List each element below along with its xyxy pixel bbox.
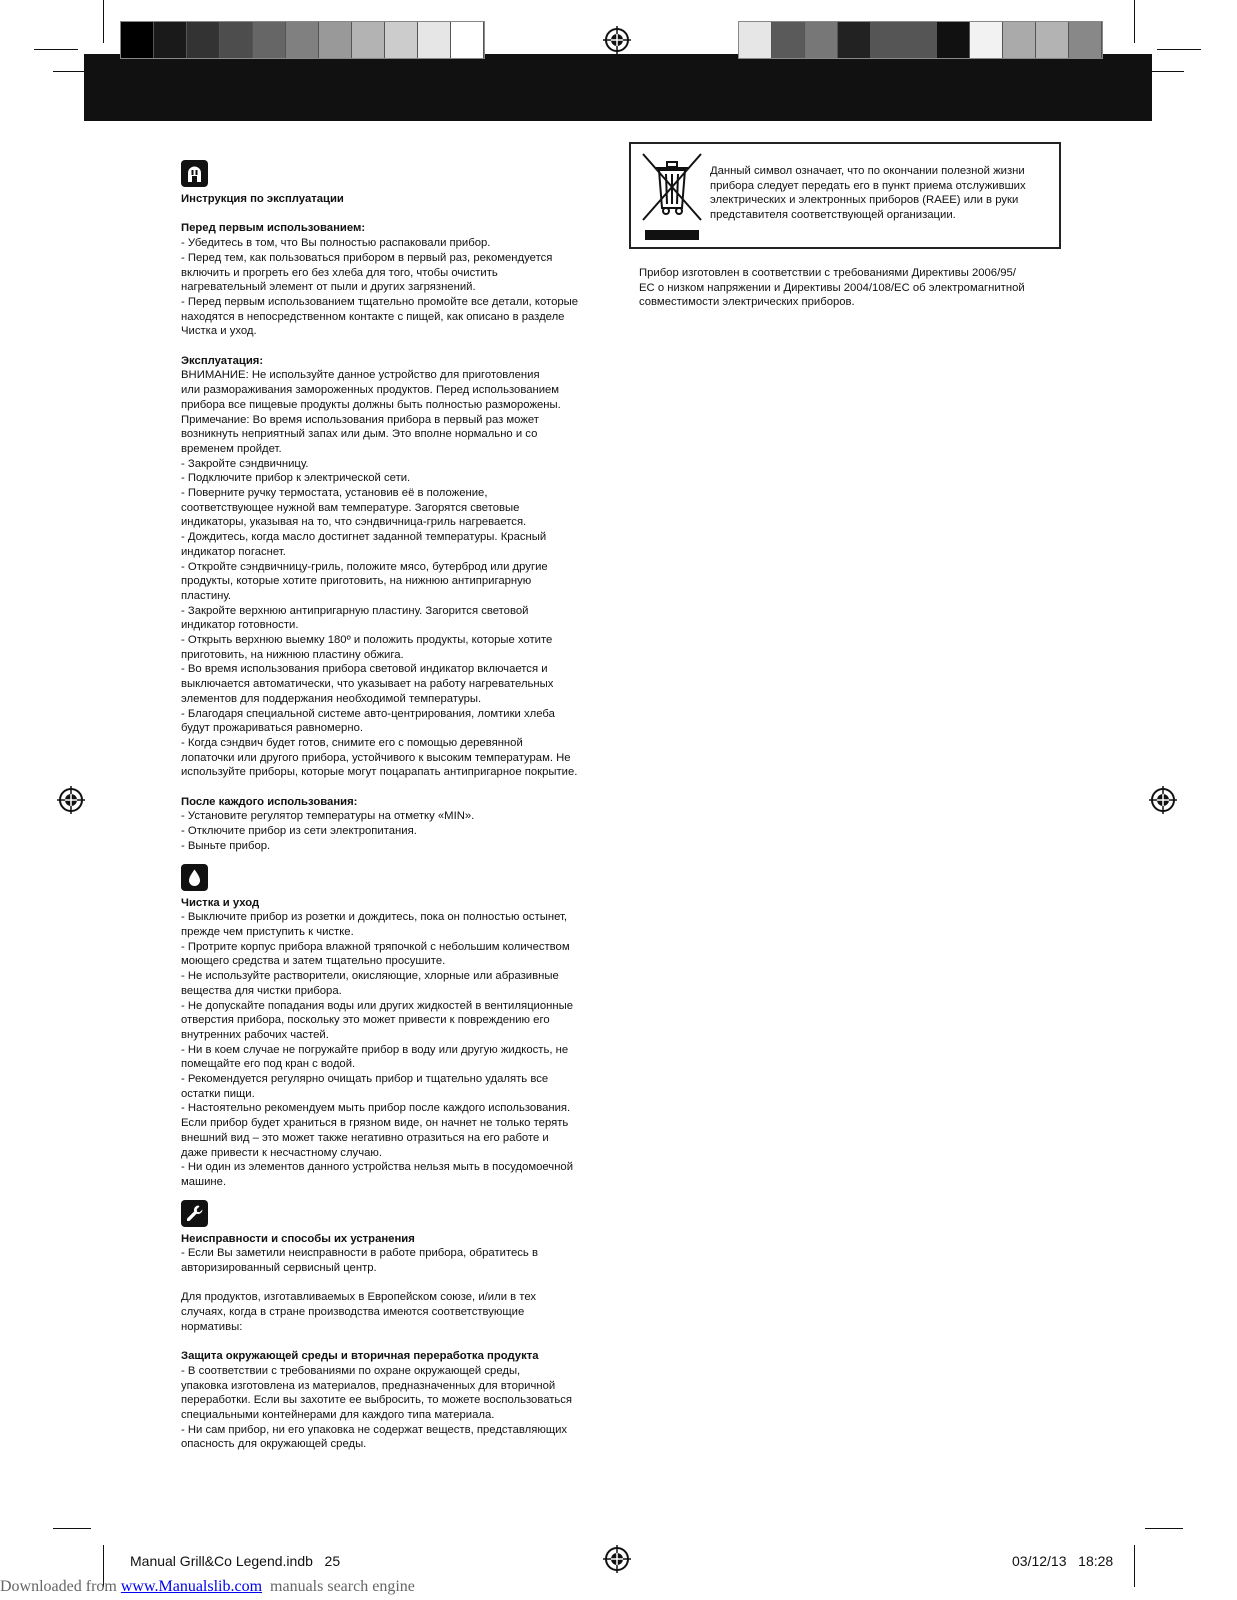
text-line: специальными контейнерами для каждого типа материала.	[181, 1409, 495, 1422]
text-line: совместимости электрических приборов.	[639, 296, 855, 309]
weee-text	[710, 164, 1026, 223]
text-line: - Перед первым использованием тщательно промойте все детали, которые	[181, 295, 579, 308]
left-column	[181, 160, 578, 1452]
wrench-icon	[181, 1200, 208, 1227]
text-line: соответствующее нужной вам температуре. Загорятся световые	[181, 501, 520, 514]
operation-title: Инструкция по эксплуатации	[181, 193, 344, 205]
text-line: - Убедитесь в том, что Вы полностью распаковали прибор.	[181, 237, 491, 250]
text-line: машине.	[181, 1175, 227, 1188]
text-line: - Если Вы заметили неисправности в работе прибора, обратитесь в	[181, 1247, 538, 1260]
text-line: пластину.	[181, 589, 232, 602]
crop-mark	[53, 71, 97, 72]
crop-mark	[53, 1528, 91, 1529]
text-line: используйте приборы, которые могут поцарапать антипригарное покрытие.	[181, 766, 578, 779]
environment-heading: Защита окружающей среды и вторичная переработка продукта	[181, 1350, 539, 1363]
watermark-prefix: Downloaded from	[0, 1578, 121, 1595]
water-drop-icon	[181, 864, 208, 891]
text-line: лопаточки или другого прибора, устойчивого к высоким температурам. Не	[181, 751, 571, 764]
registration-mark-icon	[603, 1545, 631, 1573]
text-line: - Подключите прибор к электрической сети.	[181, 472, 411, 485]
text-line: - Ни сам прибор, ни его упаковка не содержат веществ, представляющих	[181, 1423, 568, 1436]
text-line: - Откройте сэндвичницу-гриль, положите мясо, бутерброд или другие	[181, 560, 548, 573]
text-line: упаковка изготовлена из материалов, предназначенных для вторичной	[181, 1379, 556, 1392]
text-line: авторизированный сервисный центр.	[181, 1262, 377, 1275]
text-line: прибора следует передать его в пункт приема отслуживших	[710, 179, 1026, 192]
registration-mark-icon	[57, 786, 85, 814]
after-use-heading: После каждого использования:	[181, 795, 358, 808]
text-line: - Установите регулятор температуры на отметку «MIN».	[181, 810, 475, 823]
registration-mark-icon	[1149, 786, 1177, 814]
text-line: внешний вид – это может также негативно отразиться на его работе и	[181, 1131, 549, 1144]
directive-text	[639, 266, 1025, 310]
text-line: Если прибор будет храниться в грязном виде, он начнет не только терять	[181, 1117, 569, 1130]
text-line: Чистка и уход.	[181, 325, 257, 338]
text-line: будут прожариваться равномерно.	[181, 722, 363, 735]
text-line: - Во время использования прибора световой индикатор включается и	[181, 663, 548, 676]
text-line: выключается автоматически, что указывает на работу нагревательных	[181, 678, 554, 691]
plug-icon	[181, 160, 208, 187]
crop-mark	[1134, 0, 1135, 43]
text-line: Для продуктов, изготавливаемых в Европейском союзе, и/или в тех	[181, 1291, 537, 1304]
crop-mark	[1157, 49, 1201, 50]
text-line: - В соответствии с требованиями по охране окружающей среды,	[181, 1364, 521, 1377]
text-line: отверстия прибора, поскольку это может привести к повреждению его	[181, 1014, 550, 1027]
text-line: - Не допускайте попадания воды или других жидкостей в вентиляционные	[181, 999, 574, 1012]
text-line: элементов для поддержания необходимой температуры.	[181, 692, 482, 705]
download-watermark	[0, 1578, 415, 1596]
text-line: - Настоятельно рекомендуем мыть прибор после каждого использования.	[181, 1102, 571, 1115]
text-line: - Отключите прибор из сети электропитания.	[181, 825, 417, 838]
text-line: прежде чем приступить к чистке.	[181, 926, 354, 938]
text-line: временем пройдет.	[181, 442, 282, 455]
text-line: индикаторы, указывая на то, что сэндвичница-гриль нагревается.	[181, 516, 527, 529]
header-bar	[84, 54, 1152, 121]
text-line: нормативы:	[181, 1320, 243, 1333]
text-line: моющего средства и затем тщательно просушите.	[181, 955, 446, 968]
text-line: - Выключите прибор из розетки и дождитесь, пока он полностью остынет,	[181, 911, 568, 924]
text-line: - Открыть верхнюю выемку 180º и положить продукты, которые хотите	[181, 634, 553, 647]
grayscale-swatches-right	[738, 21, 1103, 59]
text-line: опасность для окружающей среды.	[181, 1438, 367, 1451]
text-line: - Ни в коем случае не погружайте прибор в воду или другую жидкость, не	[181, 1043, 569, 1056]
text-line: - Когда сэндвич будет готов, снимите его с помощью деревянной	[181, 736, 523, 749]
text-line: - Дождитесь, когда масло достигнет заданной температуры. Красный	[181, 531, 547, 544]
text-line: - Рекомендуется регулярно очищать прибор и тщательно удалять все	[181, 1073, 549, 1086]
text-line: включить и прогреть его без хлеба для того, чтобы очистить	[181, 266, 498, 279]
usage-heading: Эксплуатация:	[181, 354, 264, 367]
text-line: - Не используйте растворители, окисляющие, хлорные или абразивные	[181, 970, 559, 983]
text-line: - Благодаря специальной системе авто-центрирования, ломтики хлеба	[181, 707, 555, 720]
grayscale-swatches-left	[120, 21, 485, 59]
text-line: Прибор изготовлен в соответствии с требованиями Директивы 2006/95/	[639, 267, 1016, 279]
text-line: - Закройте верхнюю антипригарную пластину. Загорится световой	[181, 604, 529, 617]
text-line: прибора все пищевые продукты должны быть полностью разморожены.	[181, 398, 561, 411]
crop-mark	[103, 0, 104, 43]
text-line: находятся в непосредственном контакте с пищей, как описано в разделе	[181, 310, 565, 323]
crop-mark	[1140, 71, 1184, 72]
text-line: - Ни один из элементов данного устройства нельзя мыть в посудомоечной	[181, 1161, 574, 1174]
text-line: - Закройте сэндвичницу.	[181, 457, 309, 470]
text-line: индикатор погаснет.	[181, 545, 286, 558]
crop-mark	[1145, 1528, 1183, 1529]
text-line: - Перед тем, как пользоваться прибором в первый раз, рекомендуется	[181, 251, 553, 264]
watermark-suffix: manuals search engine	[262, 1578, 415, 1595]
text-line: электрических и электронных приборов (RAEE) или в руки	[710, 194, 1019, 207]
text-line: Данный символ означает, что по окончании полезной жизни	[710, 165, 1025, 177]
crossed-bin-icon	[639, 150, 705, 242]
text-line: EC о низком напряжении и Директивы 2004/108/EC об электромагнитной	[639, 281, 1025, 294]
text-line: вещества для чистки прибора.	[181, 984, 342, 997]
text-line: - Выньте прибор.	[181, 839, 271, 852]
text-line: - Поверните ручку термостата, установив её в положение,	[181, 487, 488, 500]
text-line: даже привести к несчастному случаю.	[181, 1146, 382, 1159]
text-line: случаях, когда в стране производства имеются соответствующие	[181, 1306, 525, 1319]
text-line: остатки пищи.	[181, 1087, 255, 1100]
text-line: помещайте его под кран с водой.	[181, 1058, 356, 1071]
manualslib-link[interactable]: www.Manualslib.com	[120, 1578, 263, 1595]
text-line: Примечание: Во время использования прибора в первый раз может	[181, 413, 539, 426]
text-line: приготовить, на нижнюю пластину обжига.	[181, 648, 404, 661]
text-line: нагревательный элемент от пыли и других загрязнений.	[181, 281, 476, 294]
footer-filename: Manual Grill&Co Legend.indb 25	[130, 1553, 341, 1569]
text-line: возникнуть неприятный запах или дым. Это вполне нормально и со	[181, 428, 538, 441]
text-line: представителя соответствующей организации.	[710, 209, 956, 222]
text-line: внутренних рабочих частей.	[181, 1028, 329, 1041]
troubleshooting-heading: Неисправности и способы их устранения	[181, 1232, 415, 1245]
text-line: или размораживания замороженных продуктов. Перед использованием	[181, 384, 560, 397]
text-line: индикатор готовности.	[181, 619, 299, 632]
registration-mark-icon	[603, 26, 631, 54]
text-line: - Протрите корпус прибора влажной тряпочкой с небольшим количеством	[181, 940, 570, 953]
crop-mark	[34, 49, 78, 50]
footer-timestamp: 03/12/13 18:28	[1012, 1553, 1114, 1569]
text-line: продукты, которые хотите приготовить, на нижнюю антипригарную	[181, 575, 532, 588]
text-line: переработки. Если вы захотите ее выбросить, то можете воспользоваться	[181, 1394, 573, 1407]
text-line: ВНИМАНИЕ: Не используйте данное устройство для приготовления	[181, 369, 540, 382]
crop-mark	[1134, 1545, 1135, 1587]
before-first-use-heading: Перед первым использованием:	[181, 222, 366, 235]
cleaning-heading: Чистка и уход	[181, 896, 260, 909]
